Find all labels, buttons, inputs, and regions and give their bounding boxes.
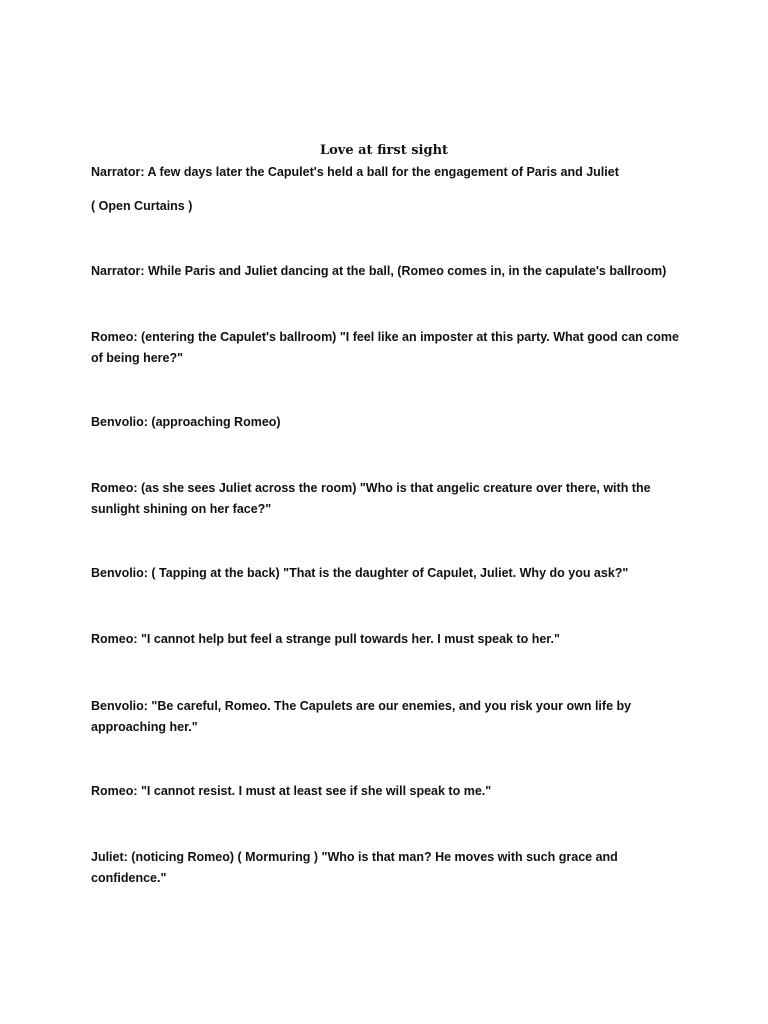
script-line-romeo-pull: Romeo: "I cannot help but feel a strange pull towards her. I must speak to her.": [91, 632, 560, 646]
script-line-benvolio-tapping: Benvolio: ( Tapping at the back) "That is the daughter of Capulet, Juliet. Why do you ask?": [91, 566, 629, 580]
script-line-benvolio-approach: Benvolio: (approaching Romeo): [91, 415, 281, 429]
page-title: Love at first sight: [319, 143, 449, 158]
script-line-romeo-resist: Romeo: "I cannot resist. I must at least see if she will speak to me.": [91, 784, 492, 798]
stage-direction-open-curtains: ( Open Curtains ): [91, 199, 193, 213]
script-line-benvolio-warning: Benvolio: "Be careful, Romeo. The Capulets are our enemies, and you risk your own life by approaching her.": [91, 699, 632, 734]
script-line-juliet-noticing: Juliet: (noticing Romeo) ( Mormuring ) "Who is that man? He moves with such grace and confidence.": [91, 850, 618, 885]
script-line-romeo-sees-juliet: Romeo: (as she sees Juliet across the room) "Who is that angelic creature over there, with the sunlight shining on her face?": [91, 481, 651, 516]
script-line-narrator-ball: Narrator: While Paris and Juliet dancing at the ball, (Romeo comes in, in the capulate's ballroom): [91, 264, 667, 278]
script-line-narrator-intro: Narrator: A few days later the Capulet's held a ball for the engagement of Paris and Juliet: [91, 165, 619, 179]
script-line-romeo-entering: Romeo: (entering the Capulet's ballroom) "I feel like an imposter at this party. What good can come of being here?": [91, 330, 679, 365]
